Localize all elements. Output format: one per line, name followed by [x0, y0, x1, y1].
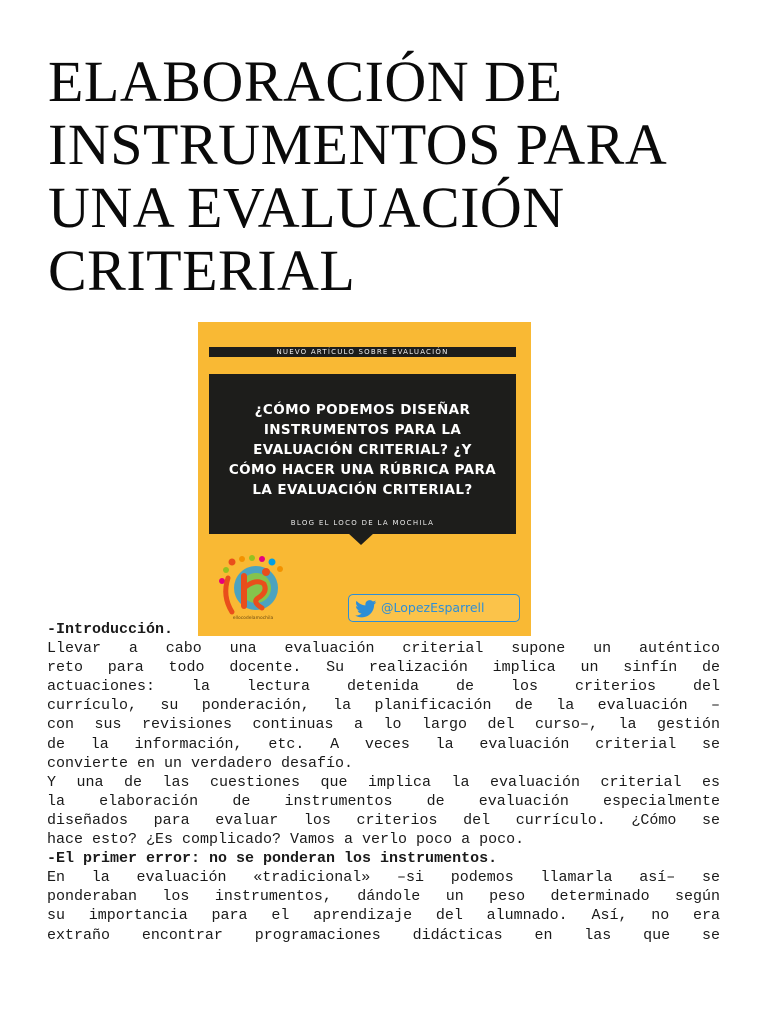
question-line: CÓMO HACER UNA RÚBRICA PARA — [228, 462, 497, 478]
paragraph-line: su importancia para el aprendizaje del alumnado. Así, no era — [47, 907, 720, 925]
paragraph-line: la elaboración de instrumentos de evaluación especialmente — [47, 792, 720, 810]
poster-topbar: NUEVO ARTÍCULO SOBRE EVALUACIÓN — [209, 347, 516, 357]
paragraph-line: actuaciones: la lectura detenida de los criterios del — [47, 678, 720, 696]
title-line: UNA EVALUACIÓN — [48, 175, 565, 240]
section-heading: -El primer error: no se ponderan los instrumentos. — [47, 850, 498, 868]
poster-question — [212, 400, 513, 500]
question-line: EVALUACIÓN CRITERIAL? ¿Y — [253, 442, 472, 458]
paragraph-line: de la información, etc. A veces la evaluación criterial se — [47, 735, 720, 753]
paragraph-line: con sus revisiones continuas a lo largo del curso–, la gestión — [47, 716, 720, 734]
paragraph-line: Y una de las cuestiones que implica la evaluación criterial es — [47, 773, 720, 791]
speech-bubble-tail — [348, 533, 374, 545]
paragraph-line: currículo, su ponderación, la planificación de la evaluación – — [47, 697, 720, 715]
question-line: LA EVALUACIÓN CRITERIAL? — [252, 482, 473, 498]
title-line: ELABORACIÓN DE — [48, 49, 563, 114]
paragraph-line: convierte en un verdadero desafío. — [47, 754, 354, 772]
article-poster-image — [198, 322, 531, 636]
question-line: INSTRUMENTOS PARA LA — [263, 422, 462, 438]
paragraph-line: diseñados para evaluar los criterios del currículo. ¿Cómo se — [47, 811, 720, 829]
twitter-handle: @LopezEsparrell — [381, 600, 485, 615]
section-heading: -Introducción. — [47, 621, 174, 638]
school-logo-icon — [218, 554, 288, 624]
title-line: CRITERIAL — [48, 238, 356, 303]
paragraph-line: Llevar a cabo una evaluación criterial supone un auténtico — [47, 640, 720, 658]
article-body — [47, 620, 720, 945]
paragraph-line: En la evaluación «tradicional» –si podemos llamarla así– se — [47, 869, 720, 887]
logo-caption: ellocodelamochila — [232, 616, 274, 621]
paragraph-line: extraño encontrar programaciones didácticas en las que se — [47, 926, 720, 944]
paragraph-line: hace esto? ¿Es complicado? Vamos a verlo poco a poco. — [47, 831, 525, 849]
poster-blog-name: BLOG EL LOCO DE LA MOCHILA — [290, 519, 435, 527]
question-line: ¿CÓMO PODEMOS DISEÑAR — [254, 402, 471, 418]
title-line: INSTRUMENTOS PARA — [48, 112, 668, 177]
paragraph-line: reto para todo docente. Su realización implica un sinfín de — [47, 659, 720, 677]
document-title — [48, 50, 748, 302]
paragraph-line: ponderaban los instrumentos, dándole un peso determinado según — [47, 888, 720, 906]
twitter-bird-icon — [355, 600, 377, 618]
twitter-handle-badge — [348, 594, 520, 622]
